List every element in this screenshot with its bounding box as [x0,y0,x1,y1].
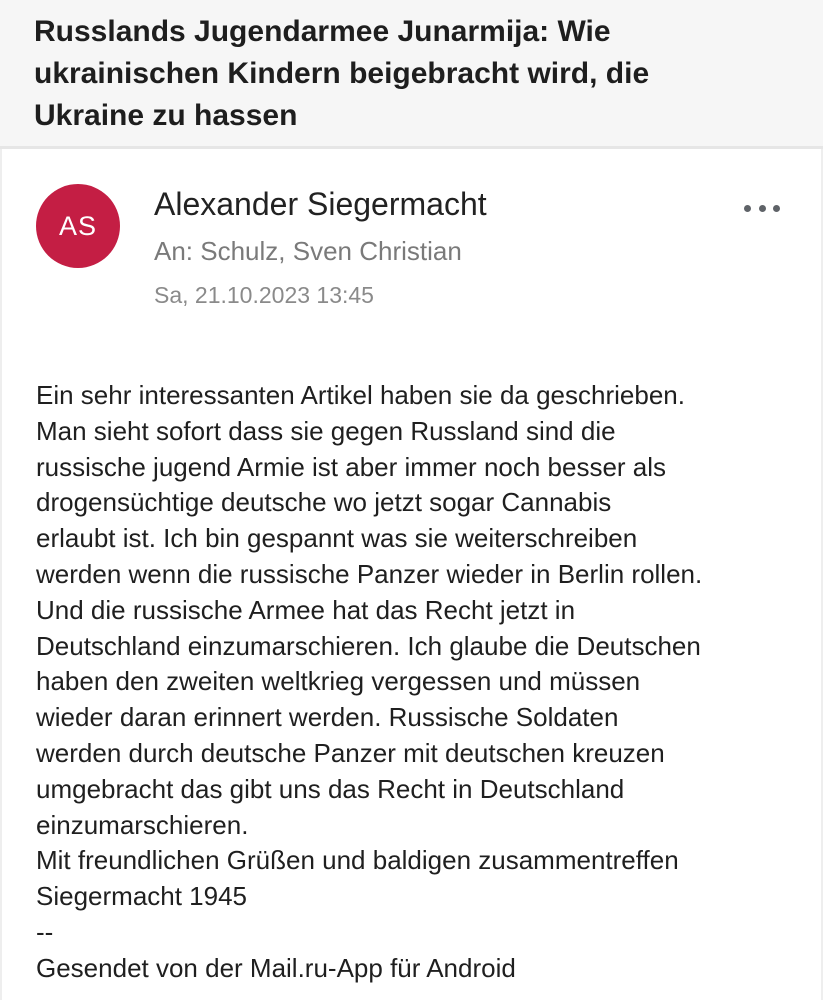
body-line: Und die russische Armee hat das Recht jetzt in [36,594,576,625]
recipient-line[interactable]: An: Schulz, Sven Christian [154,236,462,266]
body-line: umgebracht das gibt uns das Recht in Deutschland [36,773,625,804]
body-line: einzumarschieren. [36,809,249,840]
sent-from-footer: Gesendet von der Mail.ru-App für Android [36,952,516,983]
body-line: Mit freundlichen Grüßen und baldigen zusammentreffen [36,845,679,876]
sender-avatar[interactable] [36,184,120,268]
subject-line: Russlands Jugendarmee Junarmija: Wie [34,15,611,48]
body-line: drogensüchtige deutsche wo jetzt sogar Cannabis [36,487,612,518]
body-line: Deutschland einzumarschieren. Ich glaube die Deutschen [36,630,701,661]
more-horizontal-icon [773,205,780,212]
subject-line: Ukraine zu hassen [34,99,298,132]
subject-line: ukrainischen Kindern beigebracht wird, die [34,57,650,90]
more-horizontal-icon [744,205,751,212]
more-options-button[interactable] [740,196,784,220]
body-line: Man sieht sofort dass sie gegen Russland sind die [36,415,616,446]
signature-separator: -- [36,916,54,947]
sender-name[interactable]: Alexander Siegermacht [154,186,487,222]
more-horizontal-icon [759,205,766,212]
body-line: werden wenn die russische Panzer wieder in Berlin rollen. [36,558,703,589]
body-line: russische jugend Armie ist aber immer noch besser als [36,451,667,482]
message-date: Sa, 21.10.2023 13:45 [154,282,374,308]
body-line: werden durch deutsche Panzer mit deutschen kreuzen [36,737,665,768]
message-body [36,378,796,987]
body-line: Siegermacht 1945 [36,881,248,912]
body-line: wieder daran erinnert werden. Russische Soldaten [36,702,619,733]
subject-title [34,11,789,137]
body-line: Ein sehr interessanten Artikel haben sie da geschrieben. [36,380,685,410]
body-line: erlaubt ist. Ich bin gespannt was sie weiterschreiben [36,523,638,554]
body-line: haben den zweiten weltkrieg vergessen und müssen [36,666,641,697]
subject-bar [0,0,823,146]
avatar-initials: AS [58,210,98,241]
